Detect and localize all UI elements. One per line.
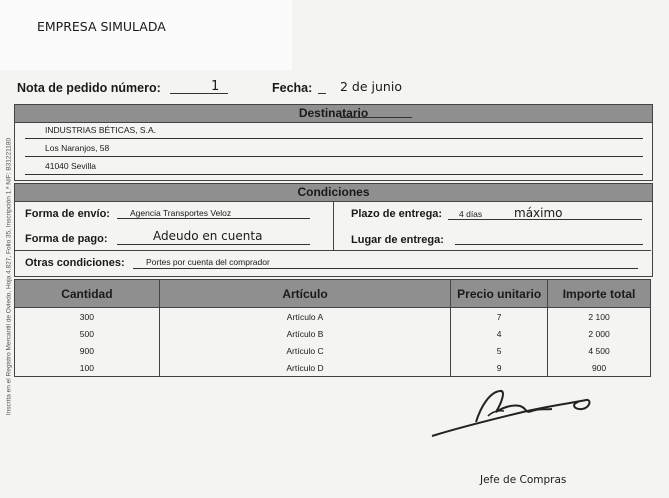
items-header-row — [15, 280, 651, 308]
delivery-place-line — [455, 244, 643, 245]
table-row — [15, 325, 651, 342]
payment-line — [117, 244, 310, 245]
cell-article: Artículo D — [159, 359, 450, 377]
cell-total: 4 500 — [548, 342, 651, 359]
header-article: Artículo — [159, 280, 450, 308]
delivery-term-label: Plazo de entrega: — [351, 208, 443, 220]
cell-quantity: 100 — [15, 359, 160, 377]
cell-unit-price: 4 — [451, 325, 548, 342]
shipping-line — [117, 218, 310, 219]
recipient-title-underline — [340, 117, 412, 118]
conditions-title: Condiciones — [15, 184, 652, 202]
other-conditions-label: Otras condiciones: — [25, 257, 125, 269]
cell-unit-price: 7 — [451, 308, 548, 326]
cell-unit-price: 9 — [451, 359, 548, 377]
header-total: Importe total — [548, 280, 651, 308]
shipping-value: Agencia Transportes Veloz — [130, 208, 232, 218]
cell-article: Artículo A — [159, 308, 450, 326]
cell-quantity: 900 — [15, 342, 160, 359]
delivery-place-label: Lugar de entrega: — [351, 234, 444, 246]
table-row — [15, 359, 651, 377]
order-number-label: Nota de pedido número: — [17, 81, 161, 95]
cell-article: Artículo C — [159, 342, 450, 359]
order-date-line — [318, 93, 326, 94]
cell-unit-price: 5 — [451, 342, 548, 359]
company-name: EMPRESA SIMULADA — [37, 19, 166, 34]
table-row — [15, 308, 651, 326]
company-header — [0, 0, 292, 70]
registry-side-text: Inscrita en el Registro Mercantil de Oviedo, Hoja 4.827, Folio 35, Inscripción 1.ª NIF: B31221180 — [5, 137, 13, 416]
cell-total: 2 000 — [548, 325, 651, 342]
header-unit-price: Precio unitario — [451, 280, 548, 308]
conditions-row-divider — [14, 250, 651, 251]
signature-image — [428, 382, 603, 444]
delivery-term-value: 4 días — [459, 209, 483, 219]
shipping-label: Forma de envío: — [25, 208, 110, 220]
other-conditions-line — [133, 268, 638, 269]
recipient-rule-2 — [25, 156, 643, 157]
payment-label: Forma de pago: — [25, 233, 108, 245]
payment-value: Adeudo en cuenta — [153, 229, 263, 243]
cell-total: 2 100 — [548, 308, 651, 326]
recipient-section — [14, 104, 653, 181]
order-number-value: 1 — [211, 79, 220, 94]
order-number-line — [170, 93, 228, 94]
conditions-divider — [333, 201, 334, 250]
order-date-value: 2 de junio — [340, 79, 402, 94]
cell-quantity: 300 — [15, 308, 160, 326]
cell-total: 900 — [548, 359, 651, 377]
recipient-line-2: Los Naranjos, 58 — [45, 143, 110, 153]
items-table — [14, 279, 651, 377]
recipient-title: Destinatario — [15, 105, 652, 123]
signature-caption: Jefe de Compras — [480, 474, 567, 486]
cell-quantity: 500 — [15, 325, 160, 342]
order-date-label: Fecha: — [272, 81, 313, 95]
table-row — [15, 342, 651, 359]
other-conditions-value: Portes por cuenta del comprador — [146, 257, 270, 267]
recipient-rule-3 — [25, 174, 643, 175]
header-quantity: Cantidad — [15, 280, 160, 308]
recipient-rule-1 — [25, 138, 643, 139]
recipient-line-1: INDUSTRIAS BÉTICAS, S.A. — [45, 125, 156, 135]
recipient-line-3: 41040 Sevilla — [45, 161, 97, 171]
cell-article: Artículo B — [159, 325, 450, 342]
delivery-term-extra: máximo — [514, 206, 563, 220]
